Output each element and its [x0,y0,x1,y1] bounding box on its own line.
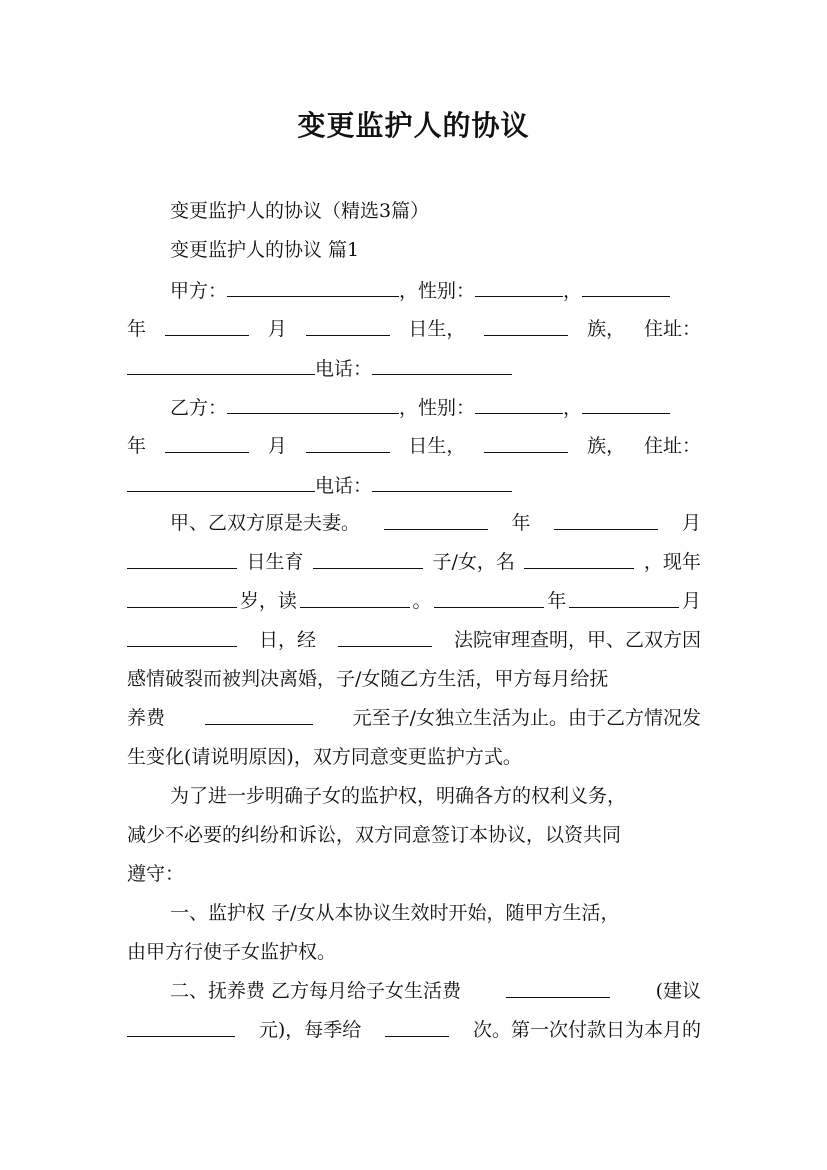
party-b-address: 住址： [643,435,701,457]
party-a-address: 住址： [643,318,701,340]
party-a-day-blank [306,309,390,336]
party-a-year: 年 [127,318,147,340]
p1-year2: 年 [547,590,567,612]
party-b-ethnic-blank [484,426,568,453]
party-b-comma: ， [563,397,583,419]
party-b-year: 年 [127,435,147,457]
p1-year: 年 [511,512,531,534]
party-a-comma: ， [563,280,583,302]
p1-year2-blank [434,581,544,608]
party-b-month-blank [165,426,249,453]
p3-line-2: 由甲方行使子女监护权。 [127,941,337,963]
p2-line-1: 为了进一步明确子女的监护权，明确各方的权利义务， [170,785,627,807]
p1-period: 。 [412,590,432,612]
party-b-month: 月 [267,435,287,457]
party-a-line-3 [127,348,701,388]
p1-age-blank [127,581,237,608]
p1-line-5: 感情破裂而被判决离婚，子/女随乙方生活，甲方每月给抚 [127,668,609,690]
p4-times-blank [385,1010,449,1037]
party-b-label: 乙方： [170,397,228,419]
p4-line-1 [170,971,701,1011]
p1-line-7: 生变化(请说明原因)，双方同意变更监护方式。 [127,746,522,768]
party-b-address-blank [127,465,315,492]
party-a-gender-label: ，性别： [399,280,476,302]
p1-court-blank [338,620,432,647]
p1-l6a: 养费 [127,707,166,729]
party-b-day-blank [306,426,390,453]
p1-born: 日生育 [246,551,304,573]
p1-now: ，现年 [643,551,701,573]
p4-suggest-blank [127,1010,235,1037]
p4-l2a: 元)，每季给 [258,1019,362,1041]
p1-month2-blank [569,581,679,608]
p1-school-blank [300,581,410,608]
p4-fee-blank [506,971,610,998]
p1-l6b: 元至子/女独立生活为止。由于乙方情况发 [352,707,701,729]
party-a-ethnic-blank [484,309,568,336]
party-a-ethnic: 族， [587,318,626,340]
p1-count-blank [313,542,423,569]
party-a-address-blank [127,348,315,375]
p1-year-blank [384,503,488,530]
document-title: 变更监护人的协议 [297,109,530,142]
p4-l1a: 二、抚养费 乙方每月给子女生活费 [170,980,462,1002]
p1-fee-blank [205,698,313,725]
party-b-ethnic: 族， [587,435,626,457]
party-a-gender-blank [475,270,563,297]
party-a-label: 甲方： [170,280,228,302]
p4-l1b: (建议 [655,980,701,1002]
p2-line-2: 减少不必要的纠纷和诉讼，双方同意签订本协议，以资共同 [127,824,622,846]
p1-day2-blank [127,620,237,647]
p1-age: 岁，读 [239,590,297,612]
party-b-line-1 [170,387,701,427]
p1-day-blank [127,542,237,569]
party-b-phone-blank [372,465,512,492]
party-b-line-3 [127,465,701,505]
party-b-gender-label: ，性别： [399,397,476,419]
party-a-phone: 电话： [315,358,373,380]
p1-month-blank [554,503,658,530]
p1-line-1 [170,503,701,543]
party-a-line-2 [127,309,701,349]
party-b-name-blank [227,387,399,414]
party-a-name-blank [227,270,399,297]
party-b-year-blank [582,387,670,414]
p4-line-2 [127,1010,701,1050]
p1-court: 法院审理查明，甲、乙双方因 [453,629,701,651]
p1-month2: 月 [681,590,701,612]
party-a-day: 日生， [408,318,466,340]
p1-line-2 [127,542,701,582]
party-a-line-1 [170,270,701,310]
party-a-phone-blank [372,348,512,375]
party-b-line-2 [127,426,701,466]
p1-line-6 [127,698,701,738]
party-b-day: 日生， [408,435,466,457]
p1-child-name-blank [524,542,634,569]
p2-line-3: 遵守： [127,863,185,885]
p1-line-4 [127,620,701,660]
part-heading: 变更监护人的协议 篇1 [170,239,360,261]
subtitle: 变更监护人的协议（精选3篇） [170,200,430,222]
p4-l2b: 次。第一次付款日为本月的 [472,1019,701,1041]
p1-s1: 甲、乙双方原是夫妻。 [170,512,361,534]
party-b-phone: 电话： [315,475,373,497]
party-a-year-blank [582,270,670,297]
party-b-gender-blank [475,387,563,414]
p1-month: 月 [681,512,701,534]
party-a-month-blank [165,309,249,336]
p3-line-1: 一、监护权 子/女从本协议生效时开始，随甲方生活， [170,902,620,924]
p1-line-3 [127,581,701,621]
p1-child: 子/女，名 [432,551,515,573]
party-a-month: 月 [267,318,287,340]
p1-day2: 日，经 [258,629,316,651]
